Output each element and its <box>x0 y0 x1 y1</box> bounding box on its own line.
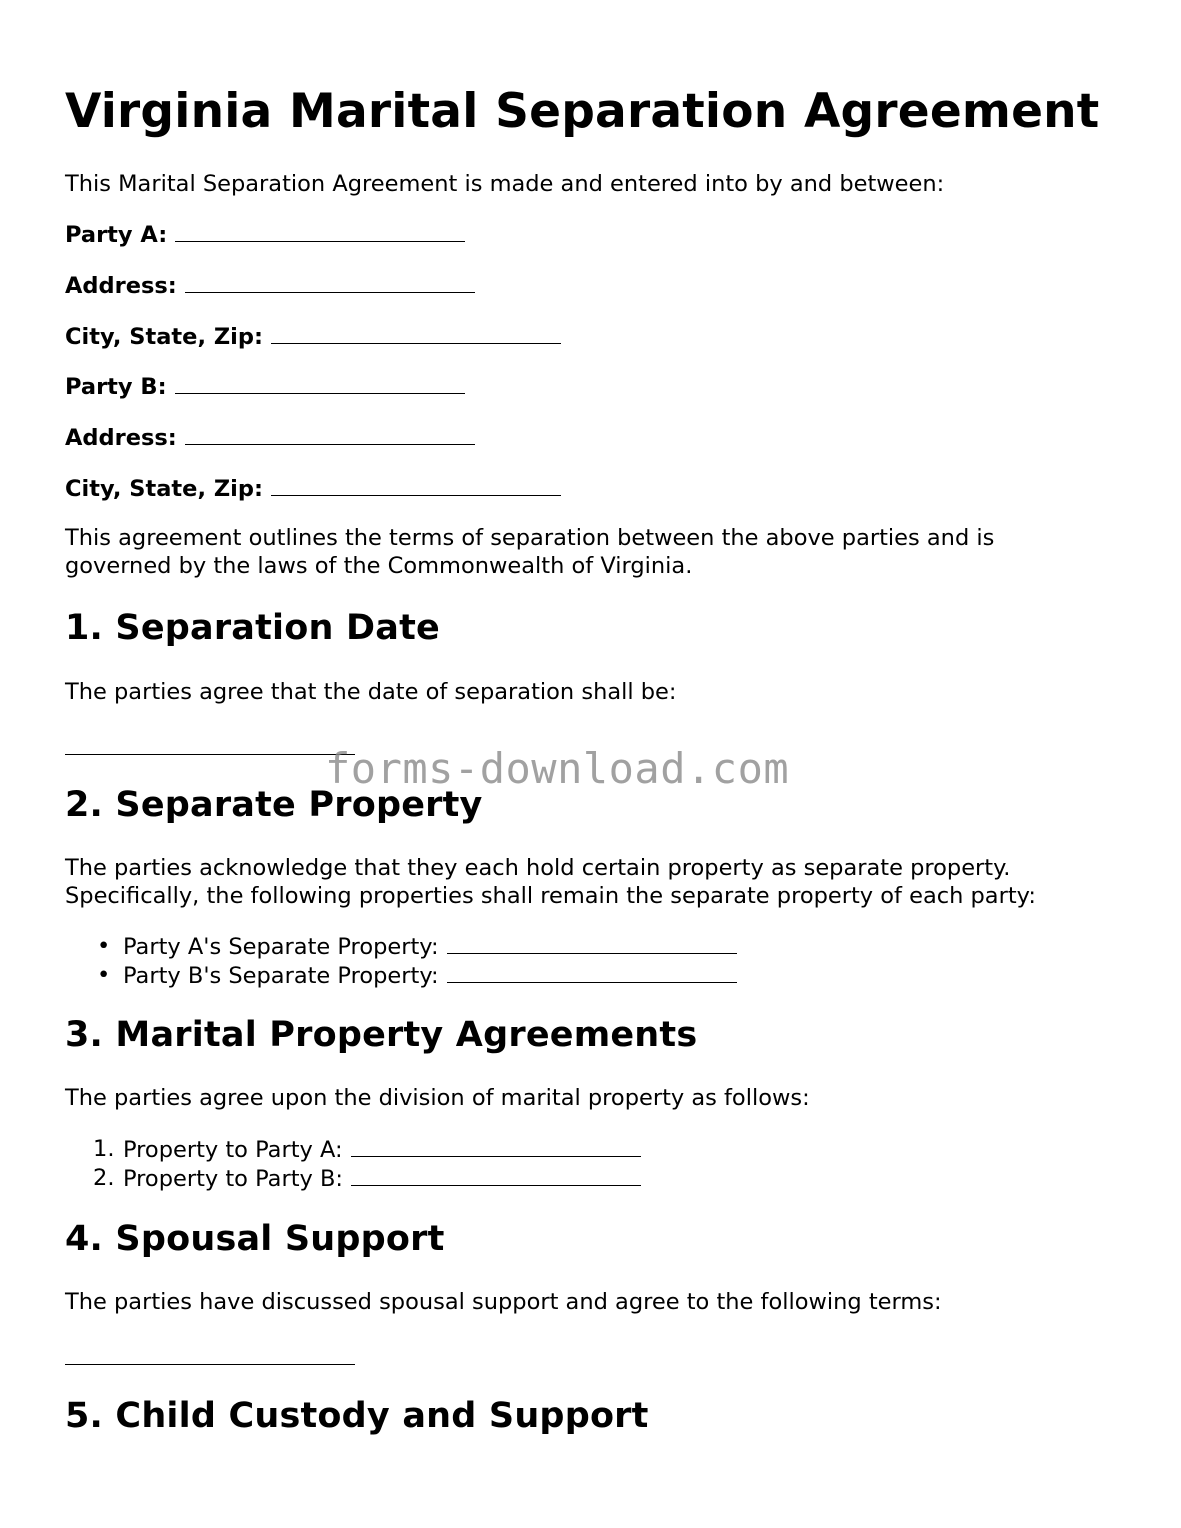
list-item <box>93 1135 641 1164</box>
party-a-field <box>65 220 465 249</box>
list-item <box>93 1164 641 1193</box>
property-to-party-a-label: Property to Party A: <box>123 1137 343 1163</box>
governing-text-line2: governed by the laws of the Commonwealth of Virginia. <box>65 553 693 579</box>
section-2-text-line1: The parties acknowledge that they each hold certain property as separate property. <box>65 855 1011 881</box>
party-a-city-blank[interactable] <box>271 322 561 344</box>
party-a-city-label: City, State, Zip: <box>65 324 263 350</box>
party-a-city-field <box>65 322 561 351</box>
section-1-heading: 1. Separation Date <box>65 608 440 648</box>
marital-property-list <box>93 1135 641 1193</box>
property-to-party-a-blank[interactable] <box>351 1135 641 1157</box>
party-a-separate-property-blank[interactable] <box>447 932 737 954</box>
governing-text-line1: This agreement outlines the terms of separation between the above parties and is <box>65 525 995 551</box>
party-b-city-field <box>65 474 561 503</box>
section-3-text: The parties agree upon the division of marital property as follows: <box>65 1085 810 1111</box>
property-to-party-b-label: Property to Party B: <box>123 1166 344 1192</box>
section-2-text-line2: Specifically, the following properties shall remain the separate property of each party: <box>65 883 1036 909</box>
party-b-field <box>65 372 465 401</box>
party-a-separate-property-label: Party A's Separate Property: <box>123 934 439 960</box>
party-b-city-blank[interactable] <box>271 474 561 496</box>
party-b-separate-property-label: Party B's Separate Property: <box>123 963 439 989</box>
section-3-heading: 3. Marital Property Agreements <box>65 1015 698 1055</box>
bullet-icon: • <box>97 962 111 988</box>
section-4-heading: 4. Spousal Support <box>65 1219 445 1259</box>
party-a-address-field <box>65 271 475 300</box>
section-1-text: The parties agree that the date of separation shall be: <box>65 679 677 705</box>
party-b-label: Party B: <box>65 374 167 400</box>
party-a-blank[interactable] <box>175 220 465 242</box>
party-b-blank[interactable] <box>175 372 465 394</box>
intro-text: This Marital Separation Agreement is made and entered into by and between: <box>65 171 945 197</box>
watermark: forms-download.com <box>325 744 790 793</box>
property-to-party-b-blank[interactable] <box>351 1164 641 1186</box>
party-a-address-label: Address: <box>65 273 177 299</box>
section-2-heading: 2. Separate Property <box>65 785 483 825</box>
party-a-address-blank[interactable] <box>185 271 475 293</box>
separation-date-blank[interactable] <box>65 754 355 755</box>
section-4-text: The parties have discussed spousal support and agree to the following terms: <box>65 1289 942 1315</box>
list-item <box>97 961 737 990</box>
party-b-city-label: City, State, Zip: <box>65 476 263 502</box>
list-number: 2. <box>93 1165 115 1191</box>
list-number: 1. <box>93 1136 115 1162</box>
party-b-address-blank[interactable] <box>185 423 475 445</box>
party-b-address-field <box>65 423 475 452</box>
party-b-address-label: Address: <box>65 425 177 451</box>
document-title: Virginia Marital Separation Agreement <box>65 84 1100 139</box>
spousal-support-blank[interactable] <box>65 1364 355 1365</box>
list-item <box>97 932 737 961</box>
section-5-heading: 5. Child Custody and Support <box>65 1396 649 1436</box>
party-a-label: Party A: <box>65 222 168 248</box>
separate-property-list <box>97 932 737 990</box>
bullet-icon: • <box>97 933 111 959</box>
party-b-separate-property-blank[interactable] <box>447 961 737 983</box>
